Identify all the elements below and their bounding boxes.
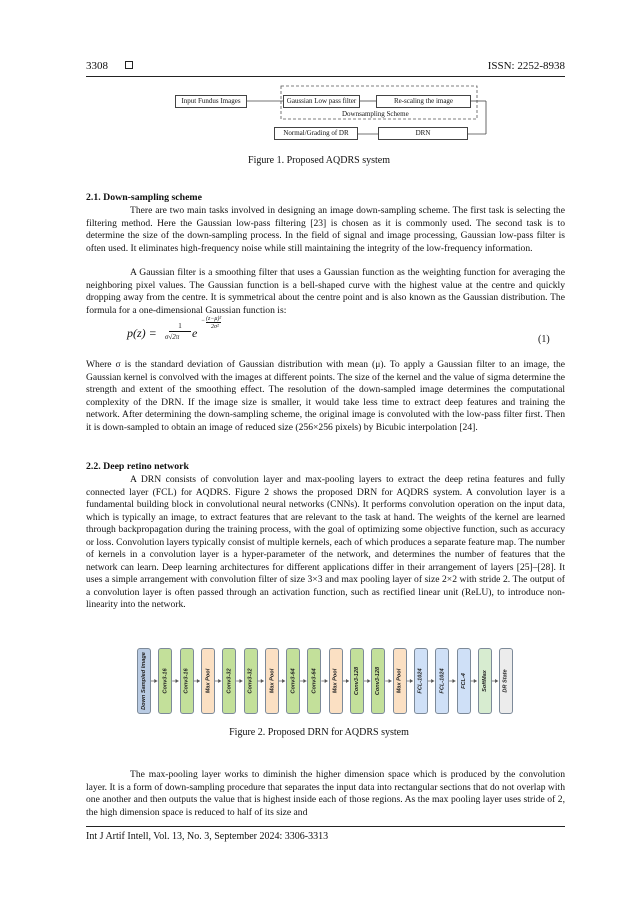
header-rule (86, 76, 565, 77)
journal-issn: ISSN: 2252-8938 (487, 60, 565, 72)
section-2-2-heading: 2.2. Deep retino network (86, 461, 189, 472)
arrowhead-icon (495, 679, 498, 683)
layer-label: Conv3-16 (183, 668, 190, 694)
page-number: 3308 (86, 60, 108, 72)
arrowhead-icon (410, 679, 413, 683)
layer-label: Conv3-32 (226, 668, 233, 694)
layer-conv (371, 648, 385, 714)
layer-pool (201, 648, 215, 714)
arrowhead-icon (154, 679, 157, 683)
section-pool-para1: The max-pooling layer works to diminish the higher dimension space which is produced by the convolution layer. It is a form of down-sampling procedure that separates the input data into rectangular sections that do not overlap with one another and then outputs the value that is highest inside each of those regions. As the max pooling layer uses stride of 2, the high dimension space is reduced to half of its size and (86, 769, 565, 818)
layer-fcl (435, 648, 449, 714)
layer-conv (307, 648, 321, 714)
arrowhead-icon (240, 679, 243, 683)
fig1-rescaling-box: Re-scaling the image (376, 95, 471, 108)
layer-label: Conv3-128 (354, 666, 361, 696)
layer-label: DR State (503, 669, 510, 693)
layer-label: Max Pool (396, 668, 403, 694)
arrowhead-icon (431, 679, 434, 683)
section-2-1-para2: A Gaussian filter is a smoothing filter that uses a Gaussian function as the weighting function for averaging the neighboring pixel values. The Gaussian function is a bell-shaped curve with the highest value at the centre and quickly dropping away from the centre. It is symmetrical about the centre point and is also known as the Gaussian distribution. The formula for a one-dimensional Gaussian function is: (86, 267, 565, 316)
footer-citation: Int J Artif Intell, Vol. 13, No. 3, September 2024: 3306-3313 (86, 831, 329, 842)
layer-output (499, 648, 513, 714)
layer-conv (244, 648, 258, 714)
fig1-drn-box: DRN (378, 127, 468, 140)
arrowhead-icon (303, 679, 306, 683)
section-2-1-para3: Where σ is the standard deviation of Gaussian distribution with mean (μ). To apply a Gaussian filter to an image, the Gaussian kernel is convolved with the images at different points. The size of the kernel and the value of sigma determine the strength and extent of the smoothing effect. The resolution of the down-sampled image determines the computational complexity of the DRN. If the image size is smaller, it would take less time to extract deep features and training the network. After determining the down-sampling scheme, the original image is convoluted with the low-pass filter first. Then it is down-sampled to obtain an image of reduced size (256×256 pixels) by Bicubic interpolation [24]. (86, 359, 565, 433)
arrowhead-icon (282, 679, 285, 683)
section-2-2-para1: A DRN consists of convolution layer and max-pooling layers to extract the deep retina features and fully connected layer (FCL) for AQDRS. Figure 2 shows the proposed DRN for AQDRS system. A convolution layer is a fundamental building block in convolutional neural networks (CNNs). It performs convolution operation on the input data, which is typically an image, to extract features that are relevant to the task at hand. The weights of the kernel are learned through backpropagation during the training process, with the goal of optimizing some objective function, such as accuracy or loss. Convolution layers typically consist of multiple kernels, each of which produces a separate feature map. The number of kernels in a convolution layer is a hyper-parameter of the network, and determines the number of features that the network can learn. Deep learning architectures for different applications differ in their arrangement of layers [25]–[28]. It uses a simple arrangement with convolution filter of size 3×3 and max pooling layer of size 2×2 with stride 2. The output of a convolution layer is often passed through an activation function, such as rectified linear unit (ReLU), to introduce non-linearity into the network. (86, 474, 565, 611)
layer-input (137, 648, 151, 714)
arrowhead-icon (453, 679, 456, 683)
layer-pool (393, 648, 407, 714)
arrowhead-icon (261, 679, 264, 683)
layer-fcl (457, 648, 471, 714)
fig1-input-box: Input Fundus Images (175, 95, 247, 108)
arrowhead-icon (197, 679, 200, 683)
layer-label: Conv3-64 (311, 668, 318, 694)
layer-conv (350, 648, 364, 714)
layer-fcl (414, 648, 428, 714)
equation-number: (1) (538, 334, 550, 345)
arrowhead-icon (176, 679, 179, 683)
arrowhead-icon (474, 679, 477, 683)
footer-rule (86, 826, 565, 827)
section-2-1-heading: 2.1. Down-sampling scheme (86, 192, 202, 203)
layer-label: Conv3-16 (162, 668, 169, 694)
layer-label: Max Pool (268, 668, 275, 694)
layer-label: Conv3-32 (247, 668, 254, 694)
layer-label: SoftMax (481, 670, 488, 692)
layer-conv (158, 648, 172, 714)
arrowhead-icon (389, 679, 392, 683)
layer-pool (265, 648, 279, 714)
layer-conv (286, 648, 300, 714)
arrowhead-icon (367, 679, 370, 683)
layer-conv (180, 648, 194, 714)
checkbox-glyph-icon (125, 61, 133, 69)
layer-pool (329, 648, 343, 714)
fig1-grading-box: Normal/Grading of DR (274, 127, 358, 140)
layer-label: FCL-1024 (417, 668, 424, 694)
fig1-scheme-label: Downsampling Scheme (342, 110, 409, 118)
layer-softmax (478, 648, 492, 714)
layer-label: Down Sampled Image (141, 652, 148, 710)
layer-label: Conv3-64 (290, 668, 297, 694)
layer-label: FCL-4 (460, 673, 467, 689)
section-2-1-para1: There are two main tasks involved in designing an image down-sampling scheme. The first task is selecting the filtering method. Here the Gaussian low-pass filtering [23] is chosen as it is commonly used. The second task is to determine the size of the down-sampling process. In the field of signal and image processing, Gaussian low-pass filter is often used. It eliminates high-frequency noise while still maintaining the integrity of the low-frequency information. (86, 205, 565, 254)
layer-label: Max Pool (204, 668, 211, 694)
arrowhead-icon (346, 679, 349, 683)
layer-label: FCL-1024 (439, 668, 446, 694)
arrowhead-icon (218, 679, 221, 683)
figure1-caption: Figure 1. Proposed AQDRS system (248, 155, 390, 166)
layer-label: Conv3-128 (375, 666, 382, 696)
arrowhead-icon (325, 679, 328, 683)
layer-label: Max Pool (332, 668, 339, 694)
layer-conv (222, 648, 236, 714)
fig1-gaussian-box: Gaussian Low pass filter (283, 95, 360, 108)
figure2-caption: Figure 2. Proposed DRN for AQDRS system (229, 727, 409, 738)
